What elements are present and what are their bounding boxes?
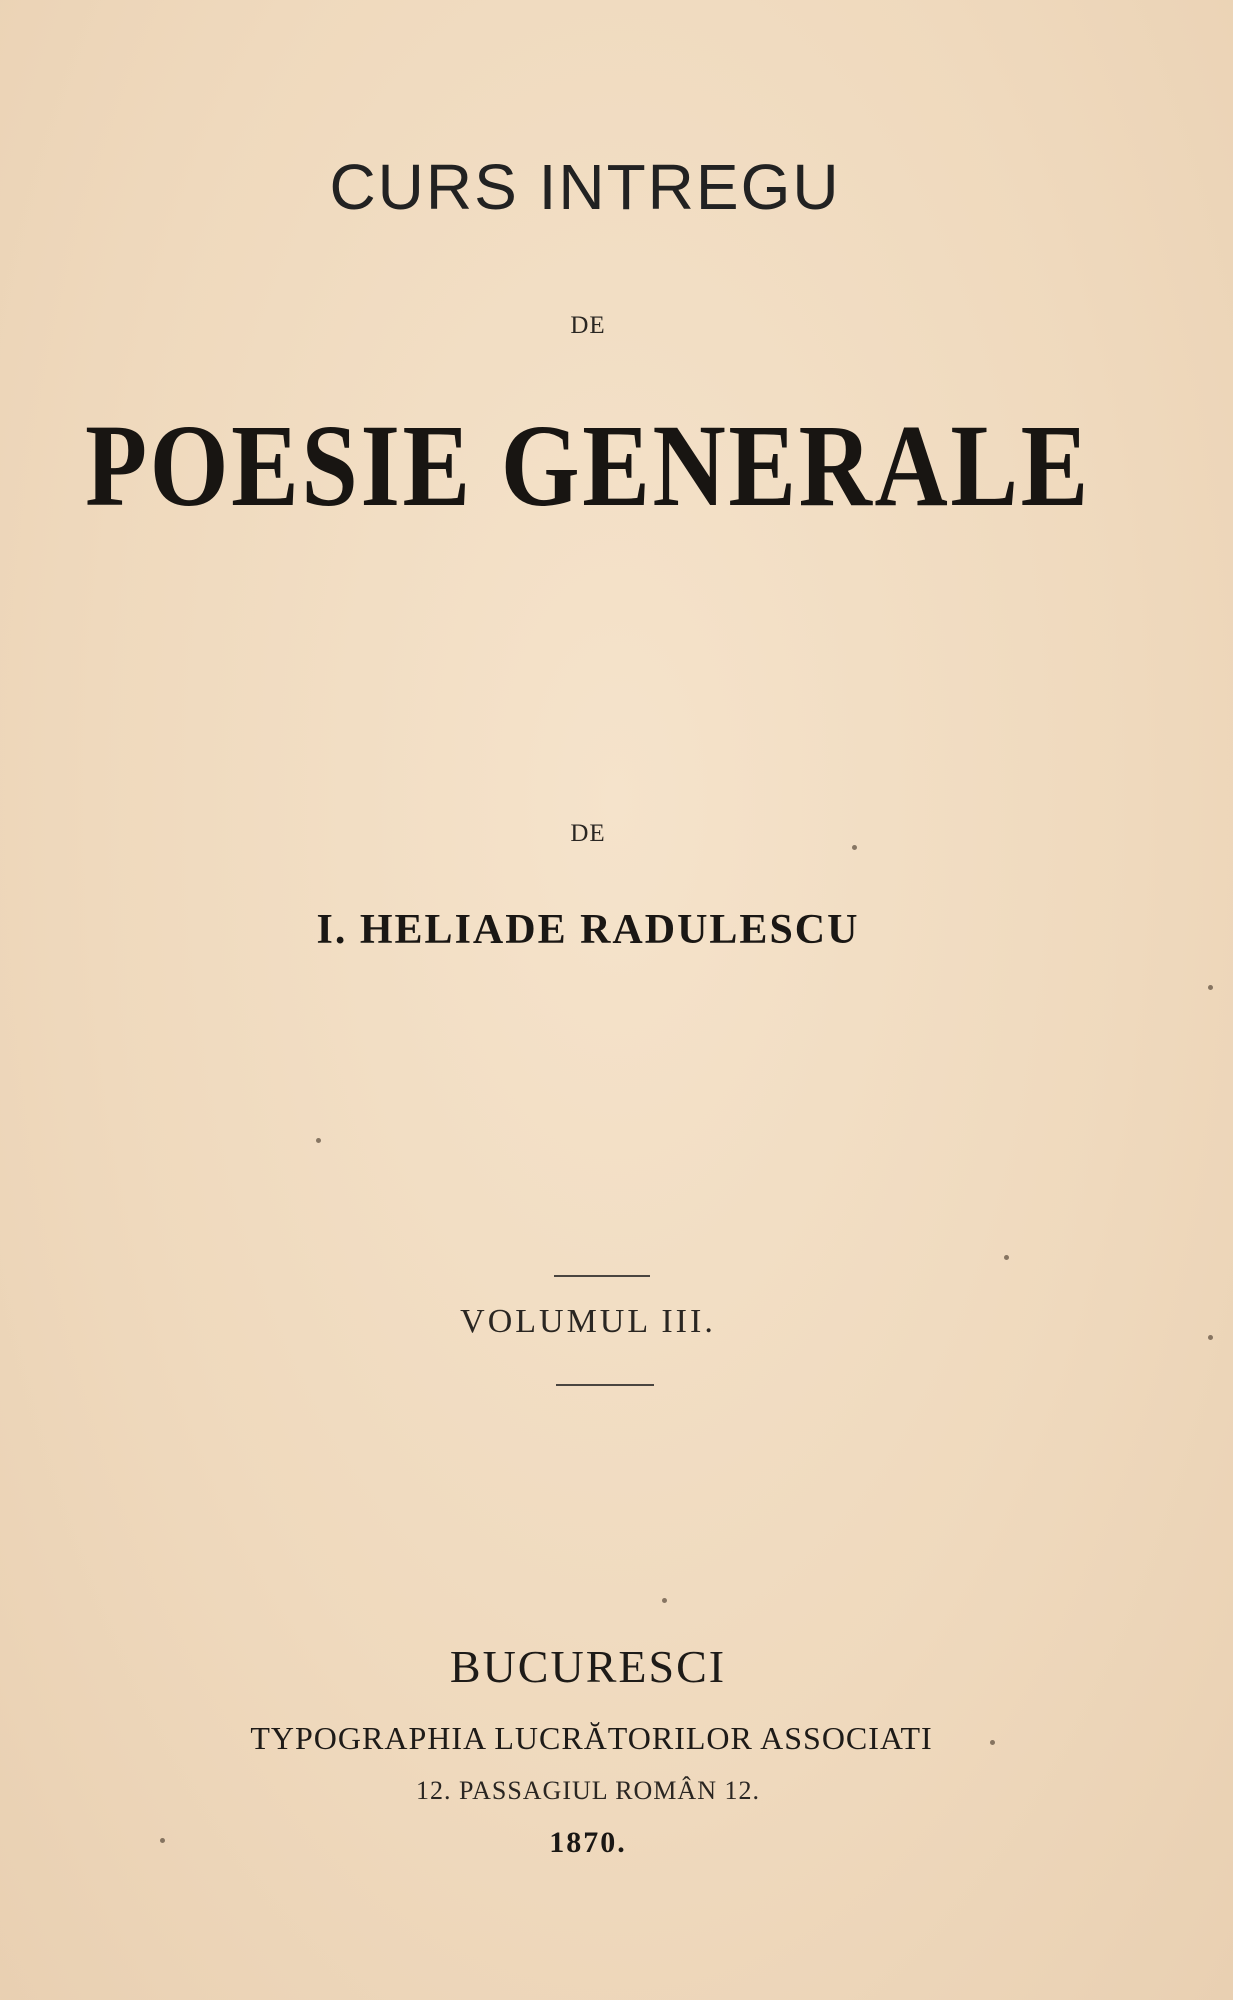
series-heading: CURS INTREGU [329, 151, 841, 223]
paper-speck [990, 1740, 995, 1745]
paper-speck [662, 1598, 667, 1603]
divider-top [554, 1275, 650, 1277]
divider-bottom [556, 1384, 654, 1386]
paper-speck [316, 1138, 321, 1143]
paper-speck [1208, 1335, 1213, 1340]
imprint-city: BUCURESCI [449, 1641, 727, 1692]
paper-speck [852, 845, 857, 850]
paper-speck [1208, 985, 1213, 990]
connector-de-2: DE [570, 820, 606, 847]
imprint-printer: TYPOGRAPHIA LUCRĂTORILOR ASSOCIATI [250, 1720, 933, 1756]
imprint-year: 1870. [549, 1826, 627, 1859]
volume-label: VOLUMUL III. [460, 1303, 716, 1340]
main-title: POESIE GENERALE [85, 400, 1091, 531]
imprint-address: 12. PASSAGIUL ROMÂN 12. [416, 1776, 760, 1805]
paper-speck [1004, 1255, 1009, 1260]
author-name: I. HELIADE RADULESCU [316, 907, 860, 953]
connector-de-1: DE [570, 312, 606, 339]
paper-speck [160, 1838, 165, 1843]
